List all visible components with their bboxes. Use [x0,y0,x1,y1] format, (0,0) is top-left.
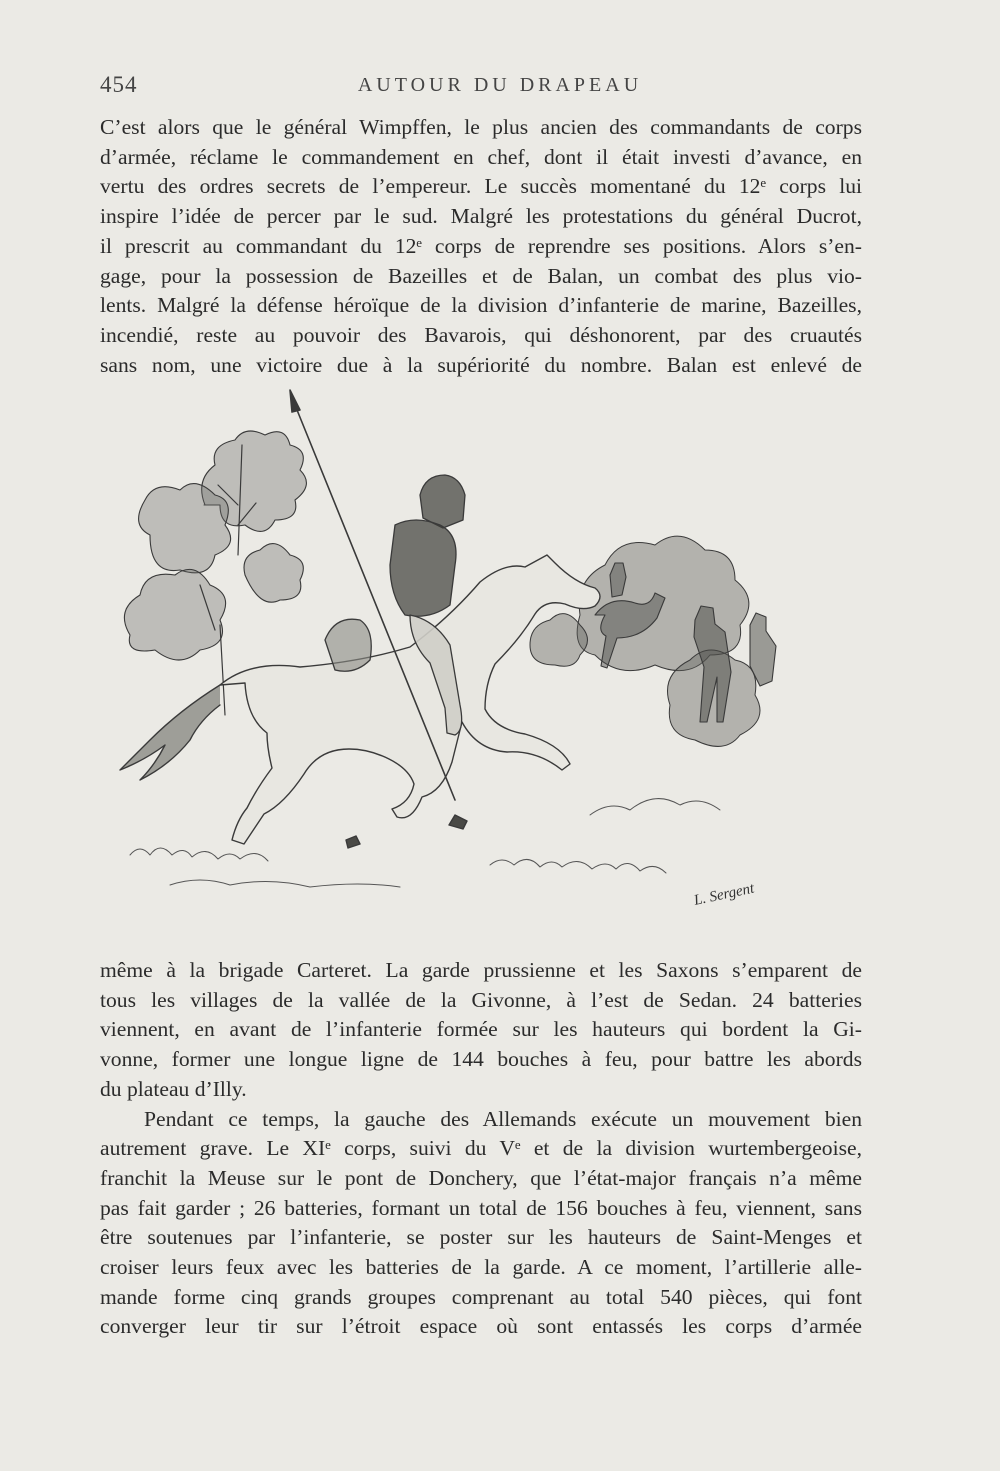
text-line: d’armée, réclame le commandement en chef, dont il était investi d’avance, en [100,144,862,169]
text-block-bottom [100,956,862,1342]
running-title: AUTOUR DU DRAPEAU [357,74,643,96]
text-line: inspire l’idée de percer par le sud. Malgré les protestations du général Ducrot, [100,204,862,229]
text-line: être soutenues par l’infanterie, se poster sur les hauteurs de Saint-Menges et [100,1225,862,1250]
lancer-illustration [110,385,790,935]
artist-signature: L. Sergent [692,880,756,909]
page-number: 454 [100,72,138,97]
text-line: il prescrit au commandant du 12ᵉ corps de reprendre ses positions. Alors s’en- [100,233,862,258]
text-block-top [100,113,862,380]
text-line: gage, pour la possession de Bazeilles et de Balan, un combat des plus vio- [100,263,862,288]
text-line: Pendant ce temps, la gauche des Allemands exécute un mouvement bien [144,1106,862,1131]
text-line: franchit la Meuse sur le pont de Donchery, que l’état-major français n’a même [100,1165,862,1190]
text-line: incendié, reste au pouvoir des Bavarois, qui déshonorent, par des cruautés [100,322,862,347]
ground-grass [130,799,720,887]
text-line: tous les villages de la vallée de la Givonne, à l’est de Sedan. 24 batteries [100,987,862,1012]
text-line: du plateau d’Illy. [100,1076,247,1101]
text-line: converger leur tir sur l’étroit espace où sont entassés les corps d’armée [100,1314,862,1339]
text-line: croiser leurs feux avec les batteries de la garde. A ce moment, l’artillerie alle- [100,1255,862,1280]
text-line: sans nom, une victoire due à la supériorité du nombre. Balan est enlevé de [100,352,862,377]
text-line: C’est alors que le général Wimpffen, le plus ancien des commandants de corps [100,115,862,139]
text-line: même à la brigade Carteret. La garde prussienne et les Saxons s’emparent de [100,958,862,982]
text-line: lents. Malgré la défense héroïque de la division d’infanterie de marine, Bazeilles, [100,293,862,318]
text-line: vonne, former une longue ligne de 144 bouches à feu, pour battre les abords [100,1047,862,1072]
text-line: viennent, en avant de l’infanterie formée sur les hauteurs qui bordent la Gi- [100,1017,862,1042]
text-line: mande forme cinq grands groupes comprenant au total 540 pièces, qui font [100,1284,862,1309]
text-line: vertu des ordres secrets de l’empereur. Le succès momentané du 12ᵉ corps lui [100,174,862,199]
text-line: pas fait garder ; 26 batteries, formant un total de 156 bouches à feu, viennent, sans [100,1195,862,1220]
tree-left [124,431,306,660]
text-line: autrement grave. Le XIᵉ corps, suivi du Vᵉ et de la division wurtembergeoise, [100,1136,862,1161]
